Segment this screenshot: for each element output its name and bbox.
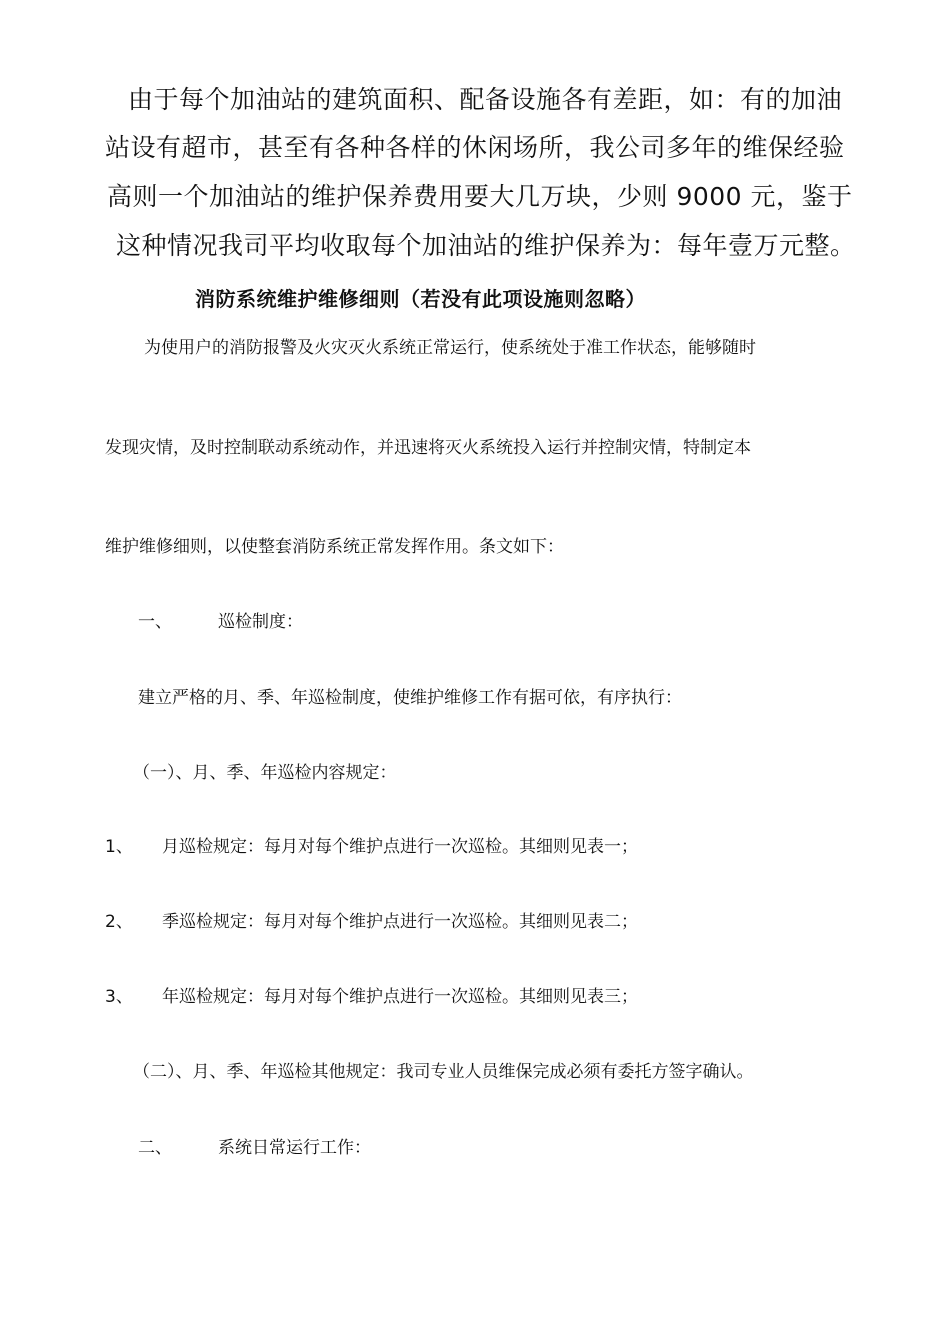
preamble-line-2: 发现灾情，及时控制联动系统动作，并迅速将灭火系统投入运行并控制灾情，特制定本: [105, 438, 751, 458]
intro-line-1: 由于每个加油站的建筑面积、配备设施各有差距，如：有的加油: [128, 85, 843, 114]
part2-heading: [138, 1133, 371, 1158]
intro-line-3: 高则一个加油站的维护保养费用要大几万块，少则 9000 元，鉴于: [107, 182, 853, 211]
list-item-number: 1、: [105, 837, 133, 857]
part1-sub2: （二）、月、季、年巡检其他规定：我司专业人员维保完成必须有委托方签字确认。: [133, 1062, 754, 1082]
part1-sub1: （一）、月、季、年巡检内容规定：: [133, 763, 397, 783]
part2-number: 二、: [138, 1138, 172, 1158]
intro-line-2: 站设有超市，甚至有各种各样的休闲场所，我公司多年的维保经验: [105, 133, 845, 162]
part2-title: 系统日常运行工作：: [218, 1138, 371, 1158]
intro-line-4: 这种情况我司平均收取每个加油站的维护保养为：每年壹万元整。: [116, 231, 856, 260]
list-item: [105, 832, 638, 857]
preamble-line-3: 维护维修细则，以使整套消防系统正常发挥作用。条文如下：: [105, 537, 564, 557]
part1-number: 一、: [138, 612, 172, 632]
list-item: [105, 982, 638, 1007]
list-item-text: 季巡检规定：每月对每个维护点进行一次巡检。其细则见表二；: [162, 912, 638, 932]
section-title: 消防系统维护维修细则（若没有此项设施则忽略）: [195, 287, 646, 311]
list-item-number: 2、: [105, 912, 133, 932]
list-item: [105, 907, 638, 932]
part1-title: 巡检制度：: [218, 612, 303, 632]
preamble-line-1: 为使用户的消防报警及火灾灭火系统正常运行，使系统处于准工作状态，能够随时: [144, 338, 756, 358]
list-item-text: 月巡检规定：每月对每个维护点进行一次巡检。其细则见表一；: [162, 837, 638, 857]
list-item-text: 年巡检规定：每月对每个维护点进行一次巡检。其细则见表三；: [162, 987, 638, 1007]
list-item-number: 3、: [105, 987, 133, 1007]
part1-heading: [138, 607, 303, 632]
part1-desc: 建立严格的月、季、年巡检制度，使维护维修工作有据可依，有序执行：: [138, 688, 682, 708]
